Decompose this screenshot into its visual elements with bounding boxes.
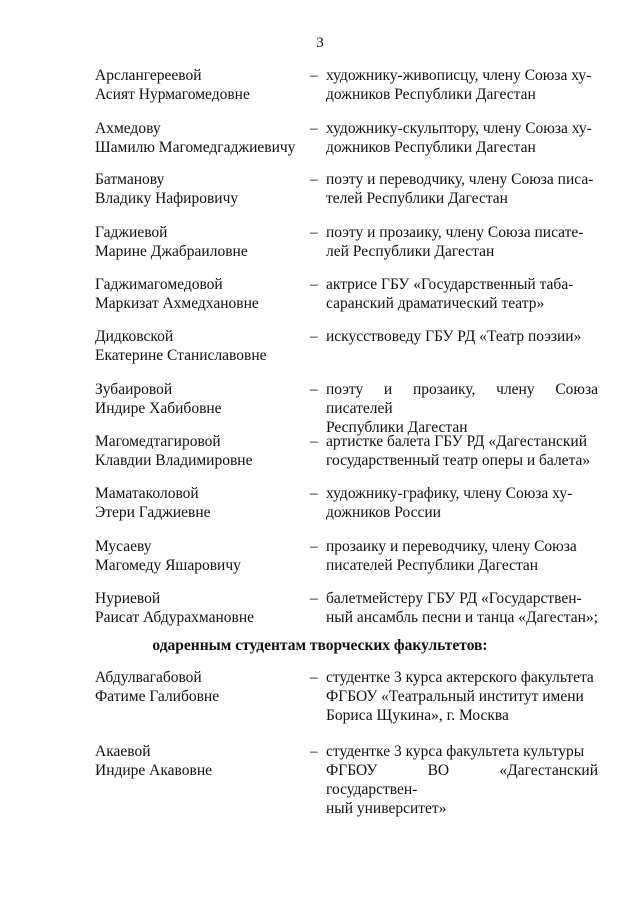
recipient-name: [95, 668, 310, 706]
recipient-description-line: художнику-графику, члену Союза ху-: [326, 485, 573, 502]
recipient-description: [326, 432, 598, 470]
recipient-name-line: Арслангереевой: [95, 67, 202, 84]
entry-dash: –: [310, 67, 318, 84]
recipient-name-line: Гаджиевой: [95, 224, 168, 241]
entry-dash: –: [310, 743, 318, 760]
recipient-name-line: Индире Акавовне: [95, 762, 212, 779]
recipient-description-line: поэту и прозаику, члену Союза писателей: [326, 381, 598, 417]
recipient-description-line: художнику-скульптору, члену Союза ху-: [326, 120, 592, 137]
entry-dash: –: [310, 276, 318, 293]
recipient-description-line: поэту и прозаику, члену Союза писате-: [326, 224, 584, 241]
recipient-description: [326, 668, 598, 725]
entry-dash: –: [310, 381, 318, 398]
recipient-description: [326, 380, 598, 437]
recipient-name: [95, 119, 310, 157]
recipient-description: [326, 742, 598, 818]
recipient-description-line: балетмейстеру ГБУ РД «Государствен-: [326, 590, 582, 607]
recipient-description-line: ФГБОУ ВО «Дагестанский государствен-: [326, 762, 598, 798]
recipient-name: [95, 484, 310, 522]
entry-dash: –: [310, 669, 318, 686]
entry-dash: –: [310, 433, 318, 450]
recipient-description-line: ный университет»: [326, 800, 447, 817]
recipient-name-line: Асият Нурмагомедовне: [95, 86, 250, 103]
recipient-description-line: прозаику и переводчику, члену Союза: [326, 538, 577, 555]
recipient-name-line: Нуриевой: [95, 590, 161, 607]
entry-dash: –: [310, 120, 318, 137]
recipient-description-line: телей Республики Дагестан: [326, 190, 508, 207]
recipient-name-line: Индире Хабибовне: [95, 400, 222, 417]
recipient-name: [95, 432, 310, 470]
recipient-description-line: дожников России: [326, 504, 441, 521]
recipient-description-line: студентке 3 курса факультета культуры: [326, 743, 585, 760]
recipient-description: [326, 327, 598, 346]
recipient-name-line: Гаджимагомедовой: [95, 276, 223, 293]
entry-dash: –: [310, 538, 318, 555]
recipient-description: [326, 170, 598, 208]
entry-dash: –: [310, 590, 318, 607]
recipient-name-line: Фатиме Галибовне: [95, 688, 220, 705]
recipient-description-line: актрисе ГБУ «Государственный таба-: [326, 276, 574, 293]
recipient-description: [326, 589, 598, 627]
recipient-description-line: поэту и переводчику, члену Союза писа-: [326, 171, 594, 188]
recipient-description-line: государственный театр оперы и балета»: [326, 452, 591, 469]
recipient-description: [326, 66, 598, 104]
recipient-description: [326, 484, 598, 522]
recipient-description-line: дожников Республики Дагестан: [326, 86, 536, 103]
recipient-description-line: писателей Республики Дагестан: [326, 557, 539, 574]
recipient-name-line: Батманову: [95, 171, 165, 188]
recipient-name-line: Зубаировой: [95, 381, 173, 398]
recipient-description: [326, 537, 598, 575]
recipient-name-line: Марине Джабраиловне: [95, 243, 248, 260]
entry-dash: –: [310, 485, 318, 502]
recipient-name: [95, 589, 310, 627]
recipient-name: [95, 170, 310, 208]
recipient-name-line: Владику Нафировичу: [95, 190, 239, 207]
recipient-name-line: Маматаколовой: [95, 485, 199, 502]
recipient-description-line: искусствоведу ГБУ РД «Театр поэзии»: [326, 328, 582, 345]
recipient-name: [95, 275, 310, 313]
recipient-name-line: Этери Гаджиевне: [95, 504, 211, 521]
recipient-name-line: Екатерине Станиславовне: [95, 347, 267, 364]
recipient-name-line: Маркизат Ахмедхановне: [95, 295, 259, 312]
entry-dash: –: [310, 171, 318, 188]
recipient-description-line: ный ансамбль песни и танца «Дагестан»;: [326, 609, 598, 626]
recipient-description-line: дожников Республики Дагестан: [326, 139, 536, 156]
recipient-name-line: Магомедтагировой: [95, 433, 221, 450]
recipient-name: [95, 380, 310, 418]
recipient-name-line: Акаевой: [95, 743, 151, 760]
recipient-name: [95, 537, 310, 575]
recipient-description-line: саранский драматический театр»: [326, 295, 545, 312]
recipient-name-line: Клавдии Владимировне: [95, 452, 253, 469]
recipient-description-line: ФГБОУ «Театральный институт имени: [326, 688, 584, 705]
entry-dash: –: [310, 328, 318, 345]
recipient-name-line: Магомеду Яшаровичу: [95, 557, 241, 574]
recipient-description-line: лей Республики Дагестан: [326, 243, 495, 260]
recipient-name: [95, 742, 310, 780]
recipient-description-line: Бориса Щукина», г. Москва: [326, 707, 509, 724]
recipient-name-line: Дидковской: [95, 328, 174, 345]
recipient-description: [326, 223, 598, 261]
recipient-description-line: Республики Дагестан: [326, 419, 468, 436]
entry-dash: –: [310, 224, 318, 241]
recipient-name: [95, 223, 310, 261]
recipient-name-line: Раисат Абдурахмановне: [95, 609, 255, 626]
recipient-description-line: художнику-живописцу, члену Союза ху-: [326, 67, 592, 84]
recipient-name-line: Ахмедову: [95, 120, 161, 137]
recipient-name-line: Абдулвагабовой: [95, 669, 202, 686]
recipient-name: [95, 66, 310, 104]
recipient-description: [326, 119, 598, 157]
recipient-description: [326, 275, 598, 313]
recipient-description-line: артистке балета ГБУ РД «Дагестанский: [326, 433, 587, 450]
page-number: 3: [316, 35, 324, 51]
recipient-name-line: Мусаеву: [95, 538, 152, 555]
recipient-name-line: Шамилю Магомедгаджиевичу: [95, 139, 296, 156]
recipient-name: [95, 327, 310, 365]
recipient-description-line: студентке 3 курса актерского факультета: [326, 669, 594, 686]
section-heading: одаренным студентам творческих факультетов:: [152, 637, 488, 654]
